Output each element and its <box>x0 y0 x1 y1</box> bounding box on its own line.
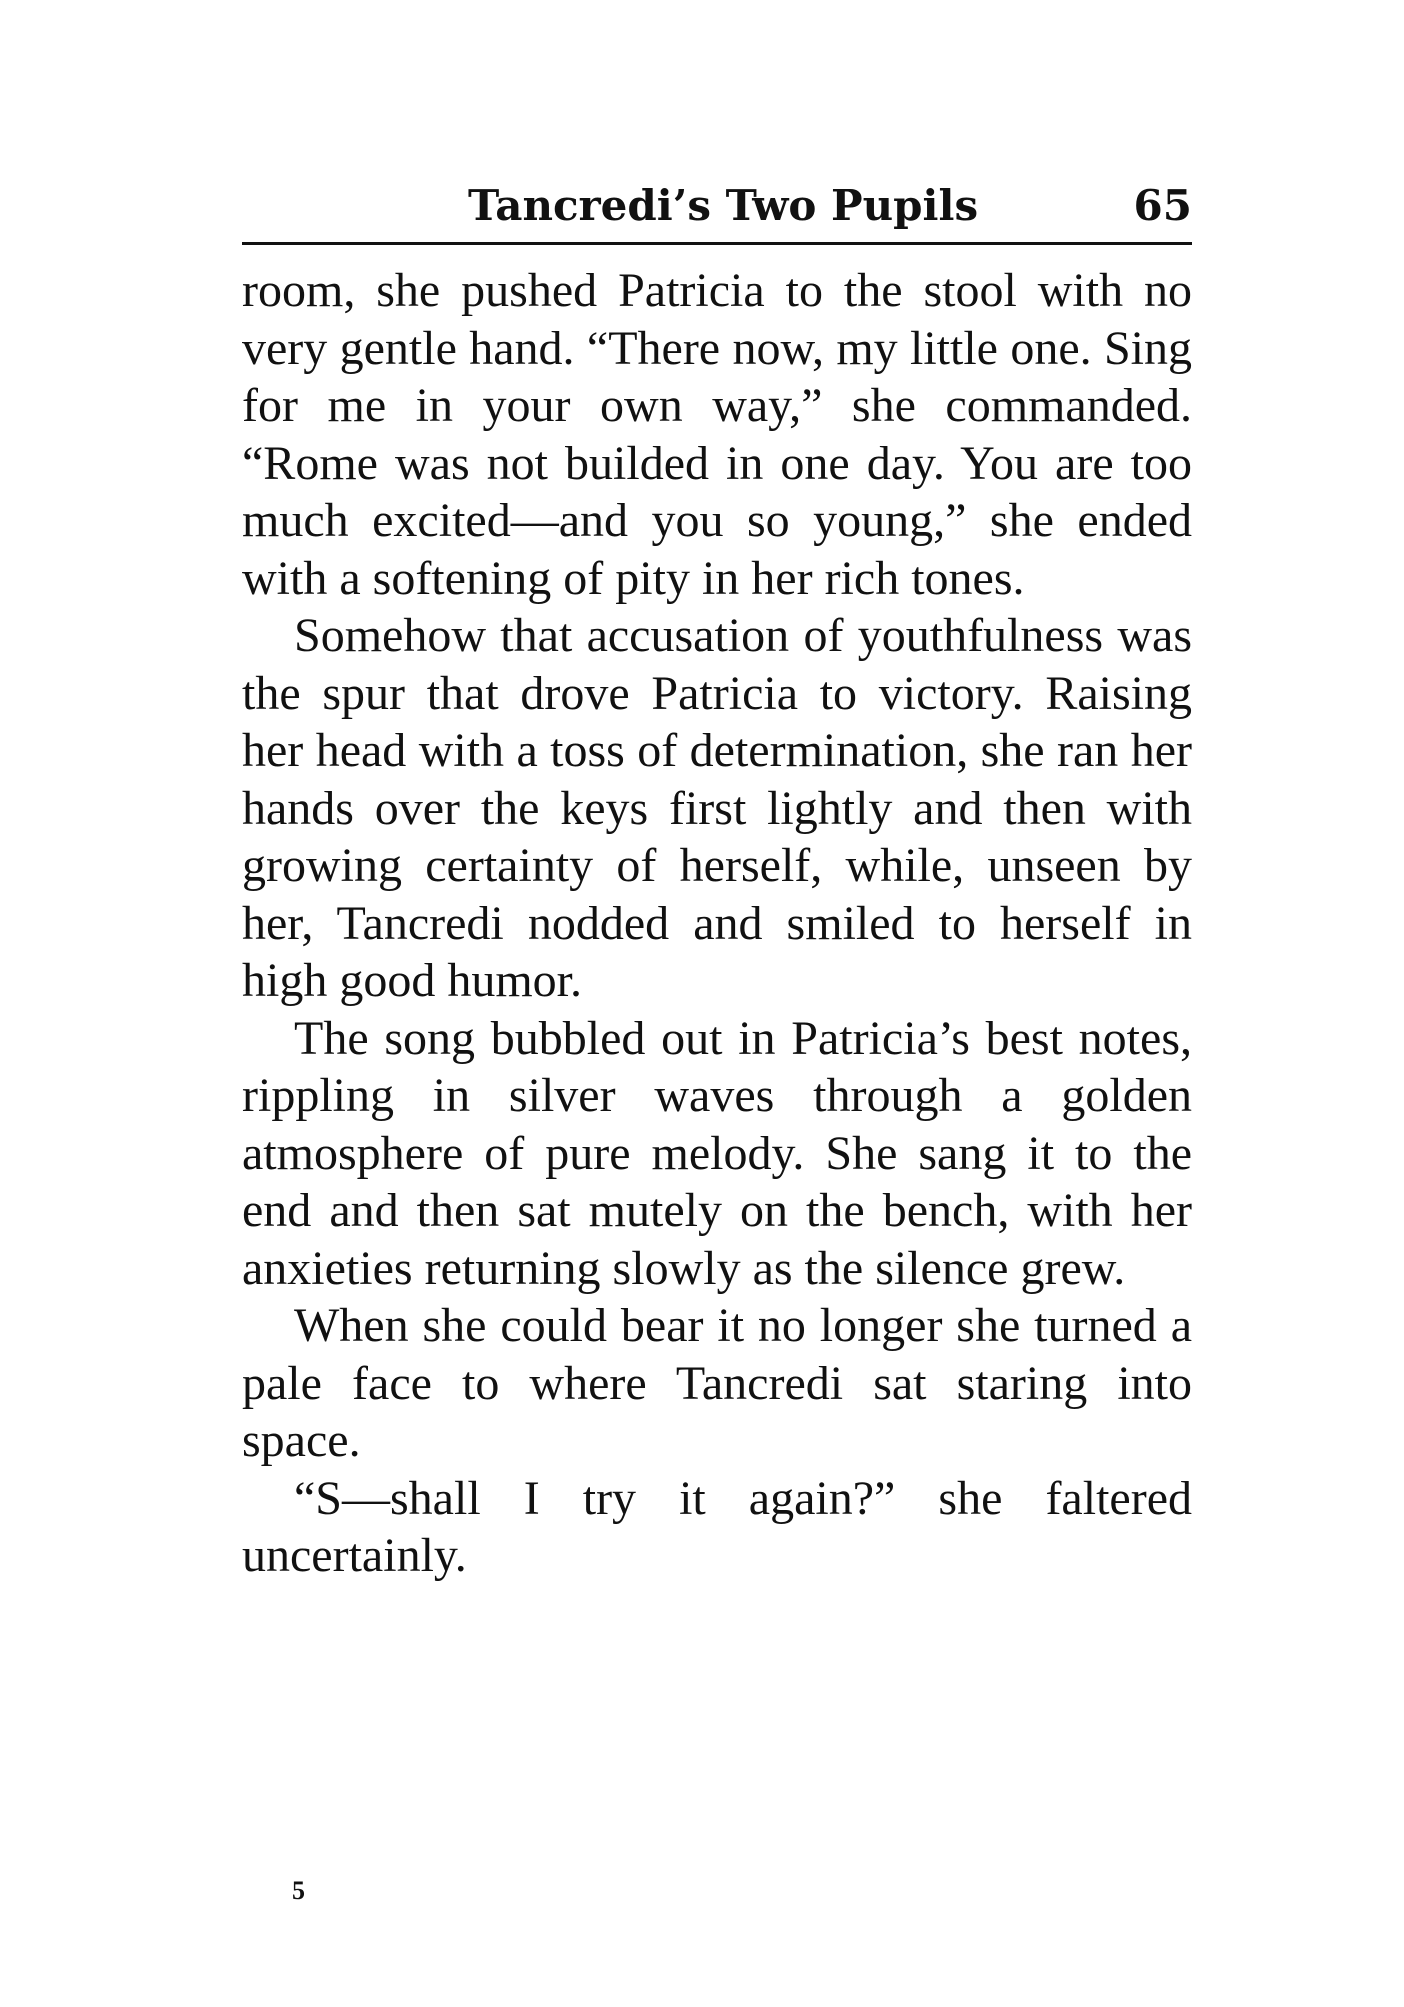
paragraph: When she could bear it no longer she turned a pale face to where Tancredi sat staring into space. <box>242 1299 1192 1467</box>
signature-mark: 5 <box>292 1876 305 1905</box>
body-text <box>242 262 1192 1585</box>
paragraph: “S—shall I try it again?” she faltered uncertainly. <box>242 1471 1192 1582</box>
paragraph: Somehow that accusation of youthfulness was the spur that drove Patricia to victory. Raising her head with a toss of determination, she ran her hands over the keys first lightly and then with growing certainty of herself, while, unseen by her, Tancredi nodded and smiled to herself in high good humor. <box>242 609 1192 1007</box>
paragraph: room, she pushed Patricia to the stool with no very gentle hand. “There now, my little one. Sing for me in your own way,” she commanded. “Rome was not builded in one day. You are too much excited—and you so young,” she ended with a softening of pity in her rich tones. <box>242 264 1192 605</box>
page-number: 65 <box>1133 181 1192 230</box>
paragraph: The song bubbled out in Patricia’s best notes, rippling in silver waves through a golden atmosphere of pure melody. She sang it to the end and then sat mutely on the bench, with her anxieties returning slowly as the silence grew. <box>242 1011 1192 1295</box>
running-head <box>242 176 1192 236</box>
running-title: Tancredi’s Two Pupils <box>468 181 979 230</box>
header-rule <box>242 242 1192 245</box>
